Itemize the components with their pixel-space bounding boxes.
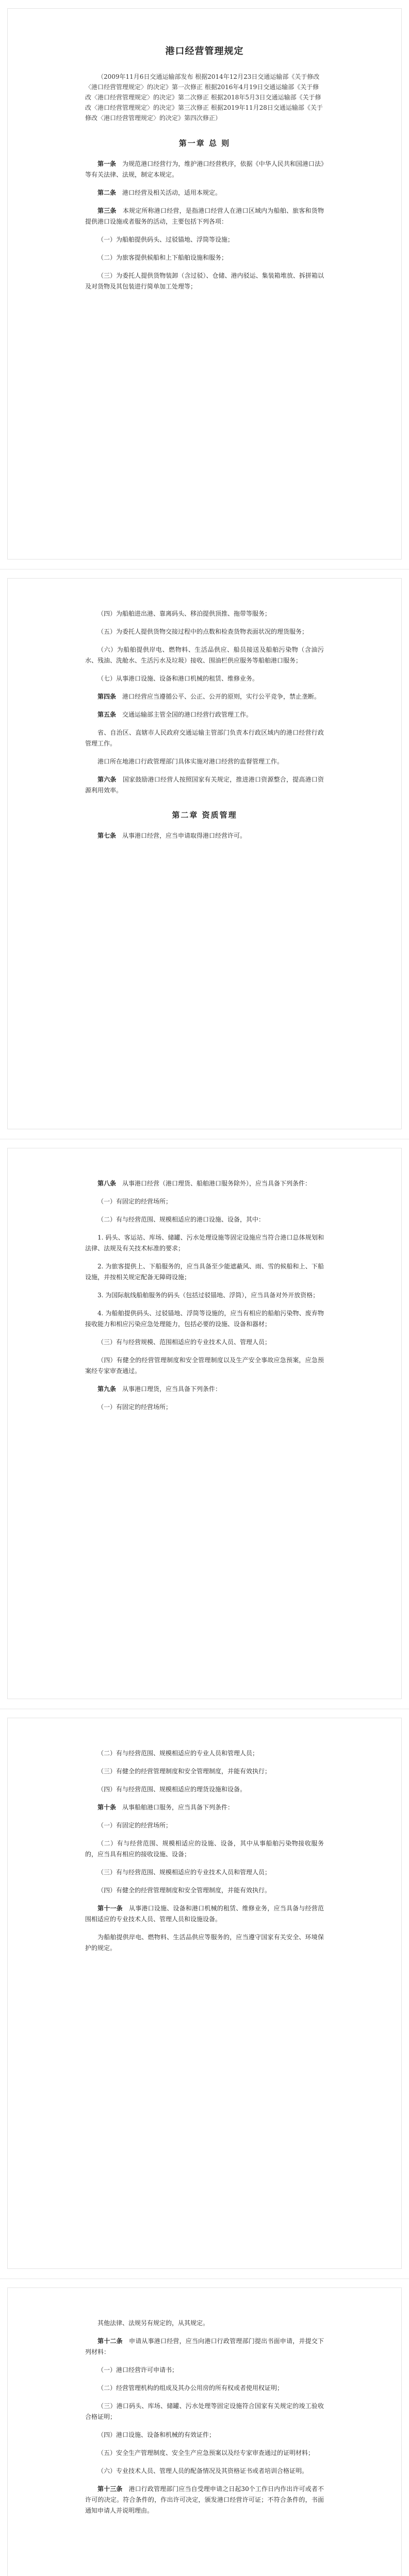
article-text: 省、自治区、直辖市人民政府交通运输主管部门负责本行政区域内的港口经营行政管理工作。 [85,729,324,747]
article-paragraph [85,673,324,684]
article-text: （四）有健全的经营管理制度和安全管理制度以及生产安全事故应急预案，应急预案经专家审查通过。 [85,1357,324,1375]
article-text: 港口经营及相关活动，适用本规定。 [122,189,222,196]
article-paragraph [85,2401,324,2422]
article-paragraph [85,270,324,292]
article-paragraph [85,1261,324,1283]
article-text: 为船舶提供岸电、燃物料、生活品供应等服务的，应当遵守国家有关安全、环境保护的规定。 [85,1934,324,1952]
article-number: 第六条 [97,776,117,783]
article-number: 第十二条 [97,2337,123,2345]
article-paragraph [85,1355,324,1377]
article-paragraph [85,1232,324,1254]
article-number: 第九条 [97,1385,117,1393]
article-text: 港口经营应当遵循公平、公正、公开的原则，实行公平竞争，禁止垄断。 [122,693,321,700]
article-text: （五）安全生产管理制度、安全生产应急预案以及经专家审查通过的证明材料； [97,2449,315,2456]
article-paragraph [85,1867,324,1878]
article-paragraph [85,252,324,263]
article-number: 第五条 [97,711,117,718]
article-text: 港口行政管理部门应当自受理申请之日起30个工作日内作出许可或者不许可的决定。符合条件的，作出许可决定，颁发港口经营许可证；不符合条件的，书面通知申请人并说明理由。 [85,2485,324,2514]
article-text: 1. 码头、客运站、库场、储罐、污水处理设施等固定设施应当符合港口总体规划和法律、法规及有关技术标准的要求； [85,1234,324,1252]
article-paragraph [85,1802,324,1813]
article-paragraph [85,206,324,227]
article-paragraph [85,1308,324,1330]
article-paragraph [85,2448,324,2459]
article-paragraph [85,831,324,841]
article-text: （六）专业技术人员、管理人员的配备情况及其资格证书或者培训合格证明。 [97,2467,308,2475]
article-text: 国家鼓励港口经营人按照国家有关规定，推进港口资源整合，提高港口资源利用效率。 [85,776,324,794]
article-paragraph [85,159,324,180]
article-text: （二）有与经营范围、规模相适应的专业人员和管理人员； [97,1750,259,1757]
document-page [0,0,409,569]
article-number: 第三条 [97,207,117,214]
article-paragraph [85,727,324,749]
article-text: 交通运输部主管全国的港口经营行政管理工作。 [122,711,253,718]
article-paragraph [85,756,324,767]
article-number: 第七条 [97,832,117,839]
article-paragraph [85,188,324,198]
document-page [0,2279,409,2576]
article-number: 第一条 [97,160,117,167]
article-text: （三）港口码头、库场、储罐、污水处理等固定设施符合国家有关规定的竣工验收合格证明； [85,2402,324,2420]
article-paragraph [85,645,324,666]
article-paragraph [85,1766,324,1777]
article-text: （四）港口设施、设备和机械的有效证件； [97,2431,216,2438]
document-page [0,1140,409,1708]
article-number: 第十三条 [97,2485,123,2493]
article-paragraph [85,2365,324,2376]
article-paragraph [85,234,324,245]
article-paragraph [85,1903,324,1925]
article-text: （四）为船舶进出港、靠离码头、移泊提供顶推、拖带等服务； [97,610,271,617]
article-paragraph [85,1932,324,1954]
article-text: 本规定所称港口经营，是指港口经营人在港口区域内为船舶、旅客和货物提供港口设施或者服务的活动，主要包括下列各项： [85,207,324,225]
article-text: （一）有固定的经营场所； [97,1403,172,1411]
article-paragraph [85,2383,324,2394]
document-page [0,1709,409,2278]
article-text: 申请从事港口经营，应当向港口行政管理部门提出书面申请，并提交下列材料： [85,2337,324,2355]
article-paragraph [85,2484,324,2516]
article-paragraph [85,608,324,619]
article-paragraph [85,774,324,796]
article-text: （二）有与经营范围、规模相适应的设施、设备，其中从事船舶污染物接收服务的，应当具有相应的接收设施、设备； [85,1840,324,1858]
article-text: （二）经营管理机构的组成及其办公用房的所有权或者使用权证明； [97,2384,284,2392]
article-text: （一）港口经营许可申请书； [97,2366,178,2374]
article-text: 2. 为旅客提供上、下船服务的，应当具备至少能遮蔽风、雨、雪的候船和上、下船设施，并按相关规定配备无障碍设施； [85,1263,324,1281]
article-paragraph [85,1337,324,1348]
page-sheet [7,578,402,1129]
article-paragraph [85,2430,324,2441]
page-sheet [7,8,402,560]
article-paragraph [85,1178,324,1189]
article-text: （三）有健全的经营管理制度和安全管理制度，并能有效执行； [97,1768,271,1775]
article-text: 从事港口经营，应当申请取得港口经营许可。 [122,832,247,839]
article-text: 从事船舶港口服务，应当具备下列条件： [122,1804,234,1811]
revision-note: （2009年11月6日交通运输部发布 根据2014年12月23日交通运输部《关于修改〈港口经营管理规定〉的决定》第一次修正 根据2016年4月19日交通运输部《关于修改〈港口经营管理规定〉的决定》第二次修正 根据2018年5月3日交通运输部《关于修改〈港口经营管理规定〉的决定》第三次修正 根据2019年11月28日交通运输部《关于修改〈港口经营管理规定〉的决定》第四次修正） [85,73,323,122]
article-paragraph [85,626,324,637]
article-text: （三）有与经营范围、规模相适应的专业技术人员和管理人员； [97,1869,271,1876]
article-paragraph [85,1290,324,1301]
article-text: （四）有健全的经营管理制度和安全管理制度，并能有效执行。 [97,1887,271,1894]
article-text: 其他法律、法规另有规定的，从其规定。 [97,2319,209,2327]
article-text: （三）为委托人提供货物装卸（含过驳）、仓储、港内驳运、集装箱堆放、拆拼箱以及对货物及其包装进行简单加工处理等； [85,272,324,290]
article-text: 从事港口理货，应当具备下列条件： [122,1385,222,1393]
article-number: 第四条 [97,693,117,700]
article-paragraph [85,2318,324,2329]
article-text: （二）为旅客提供候船和上下船舶设施和服务； [97,254,228,261]
article-paragraph [85,1820,324,1831]
article-text: （一）为船舶提供码头、过驳锚地、浮筒等设施； [97,236,234,243]
article-text: （六）为船舶提供岸电、燃物料、生活品供应、船员接送及船舶污染物（含油污水、残油、洗舱水、生活污水及垃圾）接收、围油栏供应服务等船舶港口服务； [85,646,324,664]
article-text: （五）为委托人提供货物交接过程中的点数和检查货物表面状况的理货服务； [97,628,308,635]
article-paragraph [85,1838,324,1860]
article-number: 第二条 [97,189,117,196]
page-sheet [7,1718,402,2269]
article-text: 3. 为国际航线船舶服务的码头（包括过驳锚地、浮筒），应当具备对外开放资格； [97,1292,319,1299]
article-text: （三）有与经营规模、范围相适应的专业技术人员、管理人员； [97,1338,271,1346]
article-text: 4. 为船舶提供码头、过驳锚地、浮筒等设施的，应当有相应的船舶污染物、废弃物接收能力和相应污染应急处理能力，包括必要的设施、设备和器材； [85,1310,324,1328]
page-sheet [7,1148,402,1699]
document-page [0,570,409,1139]
article-text: （七）从事港口设施、设备和港口机械的租赁、维修业务。 [97,675,259,682]
article-paragraph [85,2466,324,2477]
page-sheet [7,2287,402,2576]
chapter-heading: 第二章 资质管理 [172,810,237,820]
chapter-heading: 第一章 总 则 [178,139,231,148]
article-paragraph [85,709,324,720]
article-paragraph [85,1784,324,1795]
article-number: 第八条 [97,1180,117,1187]
article-paragraph [85,1885,324,1896]
document-title: 港口经营管理规定 [165,46,244,57]
article-paragraph [85,2336,324,2358]
article-text: （二）有与经营范围、规模相适应的港口设施、设备，其中： [97,1216,265,1223]
article-number: 第十一条 [97,1905,123,1912]
article-paragraph [85,691,324,702]
article-text: 从事港口设施、设备和港口机械的租赁、维修业务，应当具备与经营范围相适应的专业技术人员、管理人员和设施设备。 [85,1905,324,1923]
article-paragraph [85,1384,324,1395]
article-text: （一）有固定的经营场所； [97,1198,172,1205]
article-paragraph [85,1402,324,1413]
article-text: 为规范港口经营行为，维护港口经营秩序，依据《中华人民共和国港口法》等有关法律、法规，制定本规定。 [85,160,324,178]
article-text: （一）有固定的经营场所； [97,1822,172,1829]
article-number: 第十条 [97,1804,117,1811]
article-text: 港口所在地港口行政管理部门具体实施对港口经营的监督管理工作。 [97,758,284,765]
article-paragraph [85,1214,324,1225]
article-paragraph [85,1196,324,1207]
article-text: （四）有与经营范围、规模相适应的理货设施和设备。 [97,1786,247,1793]
article-paragraph [85,1748,324,1759]
article-text: 从事港口经营（港口理货、船舶港口服务除外），应当具备下列条件： [122,1180,312,1187]
